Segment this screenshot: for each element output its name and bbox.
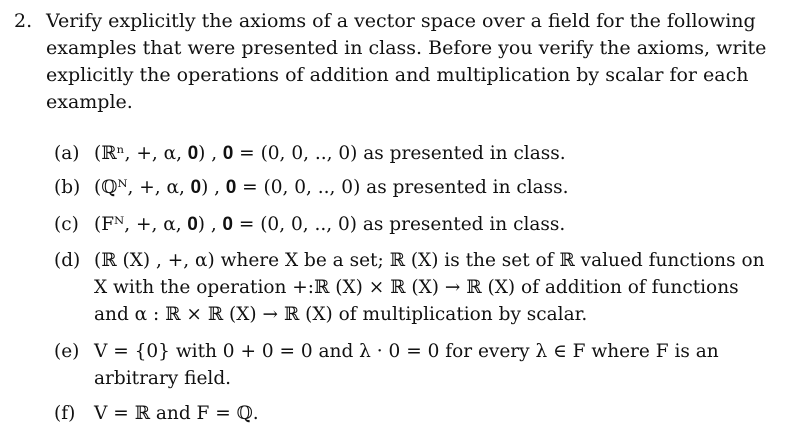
problem-2 [14,8,784,116]
subproblem-f [54,400,768,427]
subproblem-text: (Fᴺ, +, α, 𝟎) , 𝟎 = (0, 0, .., 0) as presented in class. [94,214,566,235]
subproblem-label: (e) [54,341,80,362]
problem-number: 2. [14,10,33,32]
problem-intro: Verify explicitly the axioms of a vector space over a field for the following examples that were presented in class. Before you verify the axioms, write explicitly the operations of addition and multiplication by scalar for each example. [46,10,767,113]
subproblem-label: (b) [54,177,81,198]
subproblem-text: (ℝⁿ, +, α, 𝟎) , 𝟎 = (0, 0, .., 0) as presented in class. [94,143,566,164]
subproblem-d [54,247,768,328]
subproblem-b [54,174,768,201]
subproblem-e [54,338,768,392]
subproblem-label: (d) [54,250,81,271]
subproblem-label: (c) [54,214,79,235]
subproblem-label: (f) [54,403,76,424]
subproblem-label: (a) [54,143,80,164]
subproblem-a [54,140,768,167]
subproblem-text: (ℚᴺ, +, α, 𝟎) , 𝟎 = (0, 0, .., 0) as presented in class. [94,177,569,198]
subproblem-text: V = ℝ and F = ℚ. [94,403,259,424]
subproblem-text: V = {0} with 0 + 0 = 0 and λ · 0 = 0 for every λ ∈ F where F is an arbitrary field. [94,341,719,389]
subproblem-c [54,211,768,238]
subproblem-text: (ℝ (X) , +, α) where X be a set; ℝ (X) is the set of ℝ valued functions on X with the operation +:ℝ (X) × ℝ (X) → ℝ (X) of addition of functions and α : ℝ × ℝ (X) → ℝ (X) of multiplication by scalar. [94,250,765,325]
